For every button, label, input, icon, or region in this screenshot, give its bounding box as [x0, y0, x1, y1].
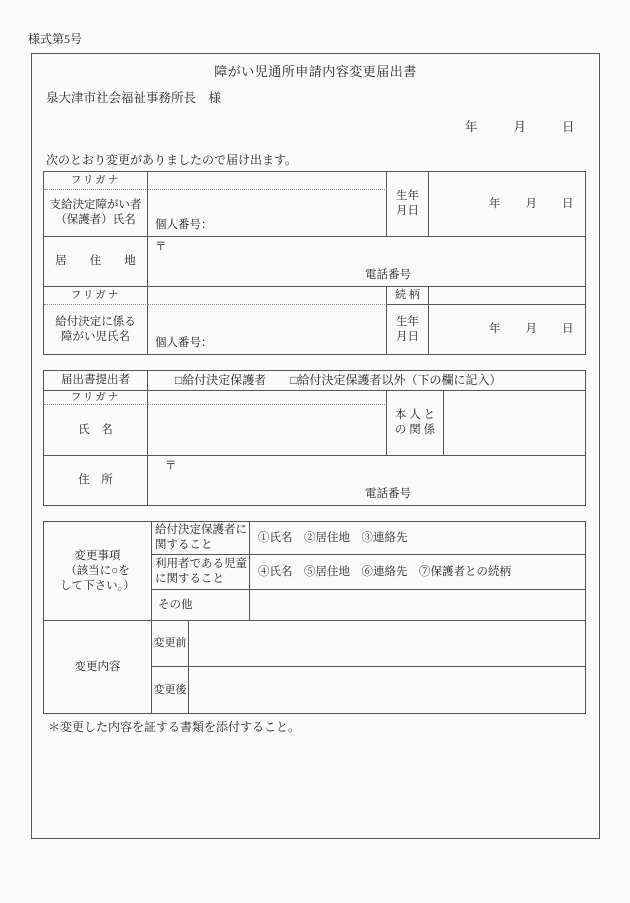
- child-furigana-label: フリガナ: [44, 287, 148, 305]
- child-name-field: [148, 305, 387, 354]
- child-birthdate-label: [387, 305, 429, 354]
- form-number: 様式第5号: [28, 32, 83, 46]
- before-change-field: [189, 621, 585, 667]
- postal-mark: 〒: [155, 241, 167, 253]
- relation-to-person-label: [387, 391, 444, 456]
- submitter-table: [43, 370, 586, 506]
- birthdate-field: [429, 172, 585, 237]
- recipient-name-label-line2: （保護者）氏名: [55, 214, 136, 226]
- child-birthdate-year-label: 年: [489, 323, 501, 335]
- form-border-box: [31, 53, 600, 839]
- residence-field: [148, 237, 585, 287]
- submitter-options: [148, 371, 585, 391]
- checkbox-icon: □: [290, 373, 298, 387]
- relation-to-person-label-line2: の 関 係: [394, 424, 436, 436]
- change-items-label-line3: して下さい。）: [60, 579, 135, 592]
- submitter-name-label: 氏 名: [44, 405, 148, 456]
- footnote: ＊変更した内容を証する書類を添付すること。: [48, 720, 301, 734]
- child-name-label-line2: 障がい児氏名: [61, 330, 130, 343]
- phone-number-label: 電話番号: [365, 269, 411, 281]
- postal-mark: 〒: [165, 460, 177, 472]
- addressee-line: 泉大津市社会福祉事務所長 様: [46, 91, 222, 105]
- submitter-name-field: [148, 405, 387, 456]
- change-items-label-line2: （該当に○を: [65, 564, 130, 577]
- other-category-label: その他: [152, 590, 250, 621]
- furigana-label: フリガナ: [44, 172, 148, 190]
- child-birthdate-label-line1: 生年: [396, 315, 419, 328]
- guardian-category-label: [152, 522, 250, 555]
- change-items-label-line1: 変更事項: [74, 549, 121, 562]
- child-name-label: [44, 305, 148, 354]
- submitter-option2-label: 給付決定保護者以外（下の欄に記入）: [297, 373, 502, 387]
- change-content-label: 変更内容: [44, 621, 152, 713]
- child-furigana-field: [148, 287, 387, 305]
- child-personal-number-label: 個人番号：: [155, 337, 213, 349]
- birthdate-month-label: 月: [525, 197, 537, 210]
- child-birthdate-label-line2: 月日: [396, 330, 419, 343]
- child-category-label: [152, 555, 250, 590]
- date-day-label: 日: [562, 120, 575, 134]
- recipient-name-label-line1: 支給決定障がい者: [49, 199, 142, 211]
- submitter-furigana-field: [148, 391, 387, 405]
- submitter-label: 届出書提出者: [44, 371, 148, 391]
- intro-text: 次のとおり変更がありましたので届け出ます。: [46, 153, 298, 167]
- residence-label: 居 住 地: [44, 237, 148, 287]
- relation-to-person-label-line1: 本 人 と: [394, 409, 436, 421]
- child-birthdate-field: [429, 305, 585, 354]
- guardian-category-options: ①氏名 ②居住地 ③連絡先: [250, 522, 585, 555]
- birthdate-day-label: 日: [562, 197, 574, 210]
- date-line: [465, 117, 575, 135]
- change-items-label: [44, 522, 152, 621]
- recipient-name-label: [44, 190, 148, 237]
- date-year-label: 年: [465, 120, 478, 134]
- date-month-label: 月: [513, 120, 527, 134]
- birthdate-label-line1: 生年: [396, 190, 419, 202]
- before-change-label: 変更前: [152, 621, 189, 667]
- child-name-label-line1: 給付決定に係る: [55, 315, 136, 328]
- after-change-field: [189, 667, 585, 713]
- child-category-line2: に関すること: [155, 573, 224, 585]
- after-change-label: 変更後: [152, 667, 189, 713]
- recipient-table: [43, 171, 586, 355]
- recipient-name-field: [148, 190, 387, 237]
- other-category-field: [250, 590, 585, 621]
- furigana-field: [148, 172, 387, 190]
- submitter-option1-label: 給付決定保護者: [182, 373, 267, 387]
- checkbox-icon: □: [175, 373, 183, 387]
- submitter-address-field: [148, 456, 585, 505]
- birthdate-label-line2: 月日: [396, 205, 419, 217]
- birthdate-year-label: 年: [489, 197, 501, 210]
- child-category-options: ④氏名 ⑤居住地 ⑥連絡先 ⑦保護者との続柄: [250, 555, 585, 590]
- child-birthdate-month-label: 月: [525, 323, 537, 335]
- guardian-category-line1: 給付決定保護者に: [155, 524, 247, 536]
- relationship-field: [429, 287, 585, 305]
- relation-to-person-field: [444, 391, 585, 456]
- submitter-address-label: 住 所: [44, 456, 148, 505]
- relationship-label: 続 柄: [387, 287, 429, 305]
- child-category-line1: 利用者である児童: [155, 558, 247, 570]
- submitter-furigana-label: フリガナ: [44, 391, 148, 405]
- phone-number-label: 電話番号: [365, 488, 411, 500]
- change-table: [43, 521, 586, 714]
- child-birthdate-day-label: 日: [562, 323, 574, 335]
- guardian-category-line2: 関すること: [155, 539, 213, 551]
- personal-number-label: 個人番号：: [155, 219, 213, 231]
- birthdate-label: [387, 172, 429, 237]
- page-title: 障がい児通所申請内容変更届出書: [214, 64, 417, 79]
